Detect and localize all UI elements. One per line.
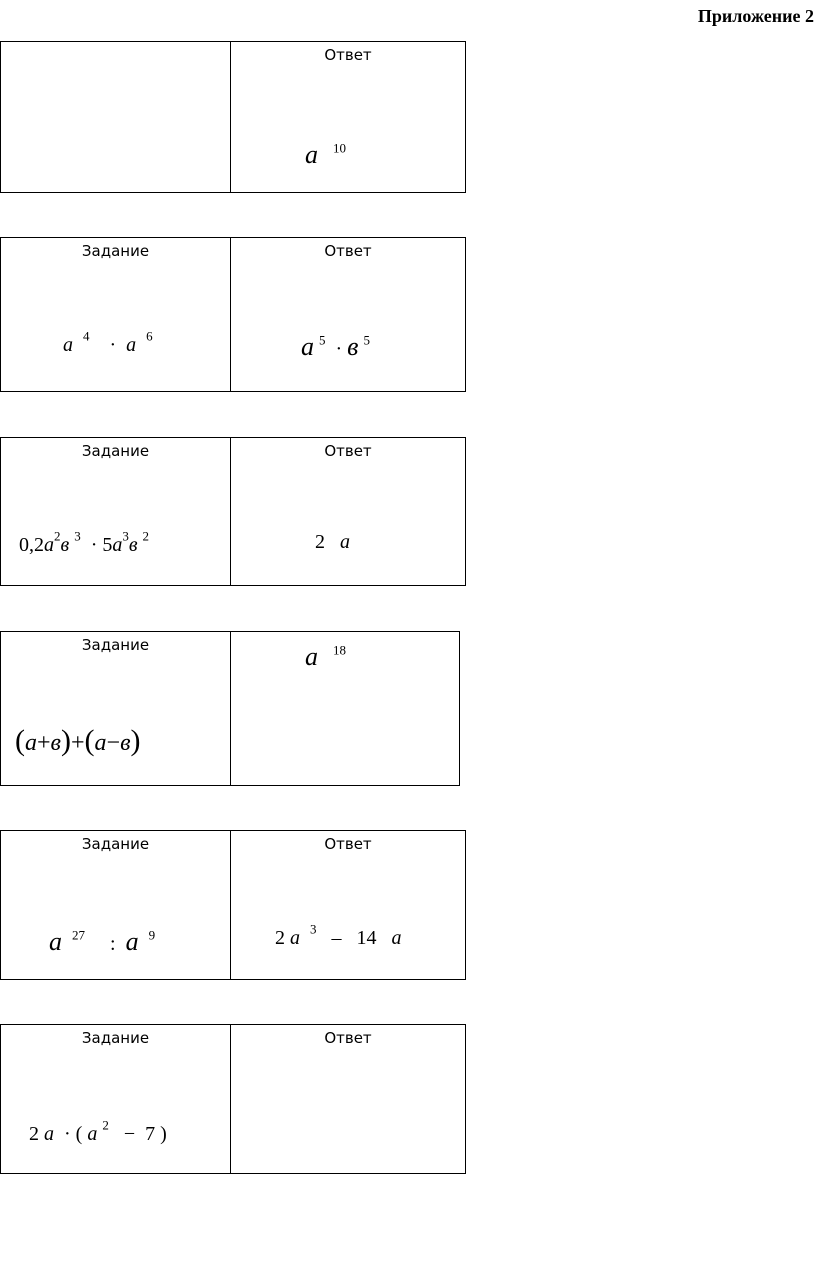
task-label: Задание xyxy=(81,636,150,654)
card-1 xyxy=(0,41,466,193)
answer-cell xyxy=(231,632,459,785)
card-5 xyxy=(0,830,466,980)
appendix-title: Приложение 2 xyxy=(697,6,814,26)
answer-label: Ответ xyxy=(324,1029,372,1047)
answer-cell xyxy=(231,42,465,192)
answer-label: Ответ xyxy=(324,242,372,260)
answer-cell xyxy=(231,1025,465,1173)
task-cell xyxy=(1,632,231,785)
answer-expression: a $^{10}$ xyxy=(305,140,346,169)
task-cell xyxy=(1,42,231,192)
task-expression: 2 a · ( a $^2$ − 7 ) xyxy=(29,1117,167,1145)
task-expression: $0,2a^2в$ $^3 \cdot 5a^3в$ $^2$ xyxy=(19,528,150,556)
task-label: Задание xyxy=(81,1029,150,1047)
answer-label: Ответ xyxy=(324,46,372,64)
task-expression: (a+в)+(a−в) xyxy=(15,724,141,757)
task-expression: a $^{27}$ : a $^9$ xyxy=(49,927,156,956)
answer-cell xyxy=(231,438,465,585)
task-label: Задание xyxy=(81,442,150,460)
answer-expression: 2 a $^3$ – 14 a xyxy=(275,921,402,949)
answer-expression: 2 a xyxy=(315,531,350,553)
answer-label: Ответ xyxy=(324,835,372,853)
card-6 xyxy=(0,1024,466,1174)
task-cell xyxy=(1,831,231,979)
card-3 xyxy=(0,437,466,586)
task-label: Задание xyxy=(81,242,150,260)
answer-cell xyxy=(231,238,465,391)
card-4 xyxy=(0,631,460,786)
task-cell xyxy=(1,438,231,585)
task-cell xyxy=(1,238,231,391)
task-cell xyxy=(1,1025,231,1173)
card-2 xyxy=(0,237,466,392)
answer-expression: a $^5$ · в $^5$ xyxy=(301,332,370,361)
answer-expression: a $^{18}$ xyxy=(305,642,346,671)
task-expression: a $^4$ · a $^6$ xyxy=(63,328,153,356)
task-label: Задание xyxy=(81,835,150,853)
answer-label: Ответ xyxy=(324,442,372,460)
answer-cell xyxy=(231,831,465,979)
